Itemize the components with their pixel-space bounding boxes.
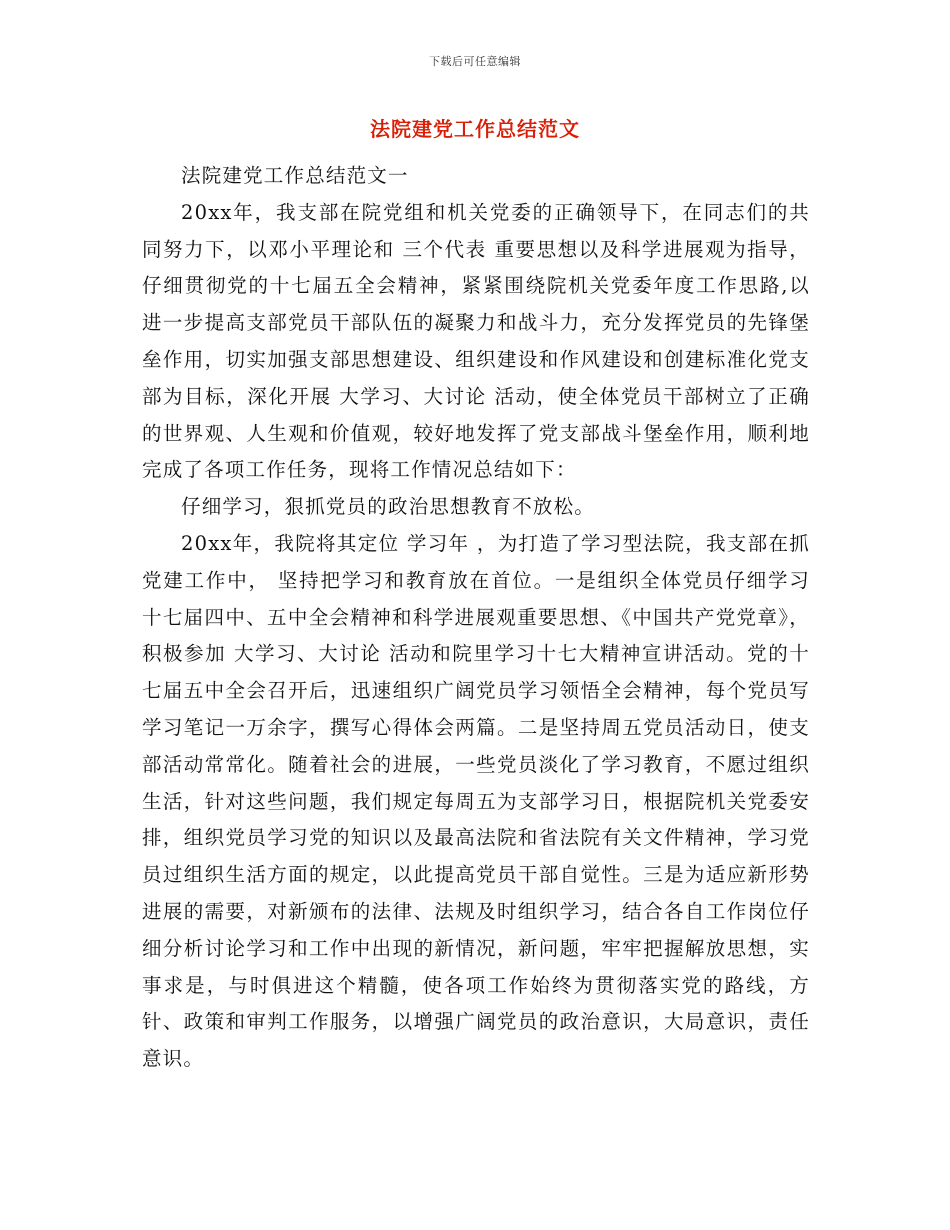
section-subheading: 仔细学习，狠抓党员的政治思想教育不放松。 xyxy=(181,495,596,519)
paragraph-study: 20xx年，我院将其定位 学习年 ，为打造了学习型法院，我支部在抓党建工作中， 坚持把学习和教育放在首位。一是组织全体党员仔细学习十七届四中、五中全会精神和科学进展观重要思想、《中国共产党党章》，积极参加 大学习、大讨论 活动和院里学习十七大精神宣讲活动。党的十七届五中全会召开后，迅速组织广阔党员学习领悟全会精神，每个党员写学习笔记一万余字，撰写心得体会两篇。二是坚持周五党员活动日，使支部活动常常化。随着社会的进展，一些党员淡化了学习教育，不愿过组织生活，针对这些问题，我们规定每周五为支部学习日，根据院机关党委安排，组织党员学习党的知识以及最高法院和省法院有关文件精神，学习党员过组织生活方面的规定，以此提高党员干部自觉性。三是为适应新形势进展的需要，对新颁布的法律、法规及时组织学习，结合各自工作岗位仔细分析讨论学习和工作中出现的新情况，新问题，牢牢把握解放思想，实事求是，与时俱进这个精髓，使各项工作始终为贯彻落实党的路线，方针、政策和审判工作服务，以增强广阔党员的政治意识，大局意识，责任意识。 xyxy=(142,531,810,1071)
document-title: 法院建党工作总结范文 xyxy=(370,117,580,141)
document-body xyxy=(142,158,810,1078)
download-note: 下载后可任意编辑 xyxy=(429,55,521,68)
section-heading: 法院建党工作总结范文一 xyxy=(181,164,409,187)
paragraph-intro: 20xx年，我支部在院党组和机关党委的正确领导下，在同志们的共同努力下，以邓小平理论和 三个代表 重要思想以及科学进展观为指导，仔细贯彻党的十七届五全会精神，紧紧围绕院机关党委年度工作思路,以进一步提高支部党员干部队伍的凝聚力和战斗力，充分发挥党员的先锋堡垒作用，切实加强支部思想建设、组织建设和作风建设和创建标准化党支部为目标，深化开展 大学习、大讨论 活动，使全体党员干部树立了正确的世界观、人生观和价值观，较好地发挥了党支部战斗堡垒作用，顺利地完成了各项工作任务，现将工作情况总结如下： xyxy=(142,200,810,482)
